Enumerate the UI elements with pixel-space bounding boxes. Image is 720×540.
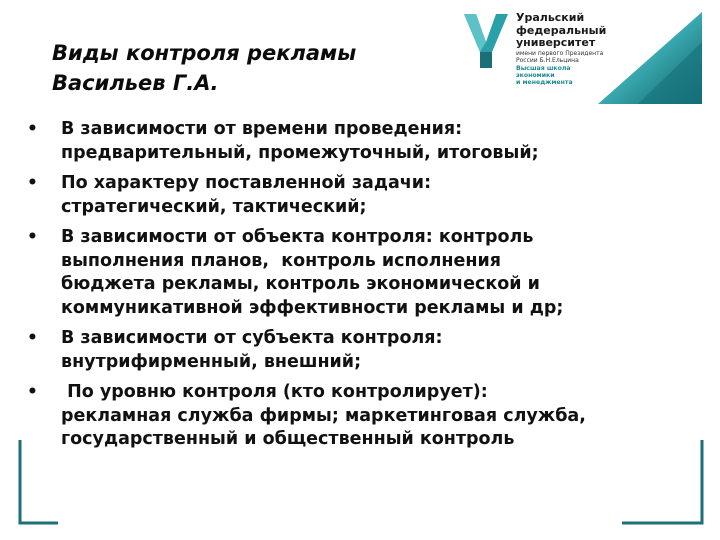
logo-school-line: и менеджмента xyxy=(516,78,573,86)
ural-university-y-mark-icon xyxy=(462,12,510,72)
bullet-line: стратегический, тактический; xyxy=(61,196,367,217)
bullet-line: государственный и общественный контроль xyxy=(61,429,515,449)
bullet-dot: • xyxy=(27,119,38,139)
logo-name-line: университет xyxy=(516,36,596,49)
bullet-line: рекламная служба фирмы; маркетинговая служба, xyxy=(61,405,586,426)
bullet-line: В зависимости от субъекта контроля: xyxy=(61,328,443,348)
frame-corner-bottom-right xyxy=(622,440,704,525)
logo-dedication-line: имени первого Президента xyxy=(516,49,604,57)
title-line-topic: Виды контроля рекламы xyxy=(52,41,357,65)
bullet-dot: • xyxy=(27,328,38,348)
bullet-line: коммуникативной эффективности рекламы и др; xyxy=(61,297,564,318)
bullet-dot: • xyxy=(27,227,38,247)
bullet-dot: • xyxy=(27,173,38,193)
list-item xyxy=(24,172,694,219)
logo-dedication-line: России Б.Н.Ельцина xyxy=(516,57,579,64)
bullet-line: выполнения планов, контроль исполнения xyxy=(61,250,501,271)
logo-school-line: Высшая школа xyxy=(516,64,571,72)
logo-name-line: Уральский xyxy=(516,11,585,24)
logo-name-line: федеральный xyxy=(516,23,607,37)
bullet-line: По уровню контроля (кто контролирует): xyxy=(61,382,488,402)
title-line-author: Васильев Г.А. xyxy=(52,71,219,95)
list-item xyxy=(24,327,694,374)
university-logo xyxy=(462,12,702,104)
list-item xyxy=(24,381,694,452)
list-item xyxy=(24,118,694,165)
bullet-line: В зависимости от времени проведения: xyxy=(61,119,463,139)
list-item xyxy=(24,226,694,320)
bullet-line: По характеру поставленной задачи: xyxy=(61,173,432,193)
bullet-line: В зависимости от объекта контроля: контроль xyxy=(61,227,534,247)
logo-decorative-panel xyxy=(598,12,702,104)
bullet-list xyxy=(24,118,694,459)
frame-corner-bottom-left xyxy=(18,440,58,525)
slide-title xyxy=(52,38,356,98)
bullet-line: бюджета рекламы, контроль экономической и xyxy=(61,274,540,294)
bullet-dot: • xyxy=(27,382,38,402)
bullet-line: внутрифирменный, внешний; xyxy=(61,351,362,372)
logo-school-line: экономики xyxy=(516,71,555,79)
bullet-line: предварительный, промежуточный, итоговый; xyxy=(61,142,539,163)
